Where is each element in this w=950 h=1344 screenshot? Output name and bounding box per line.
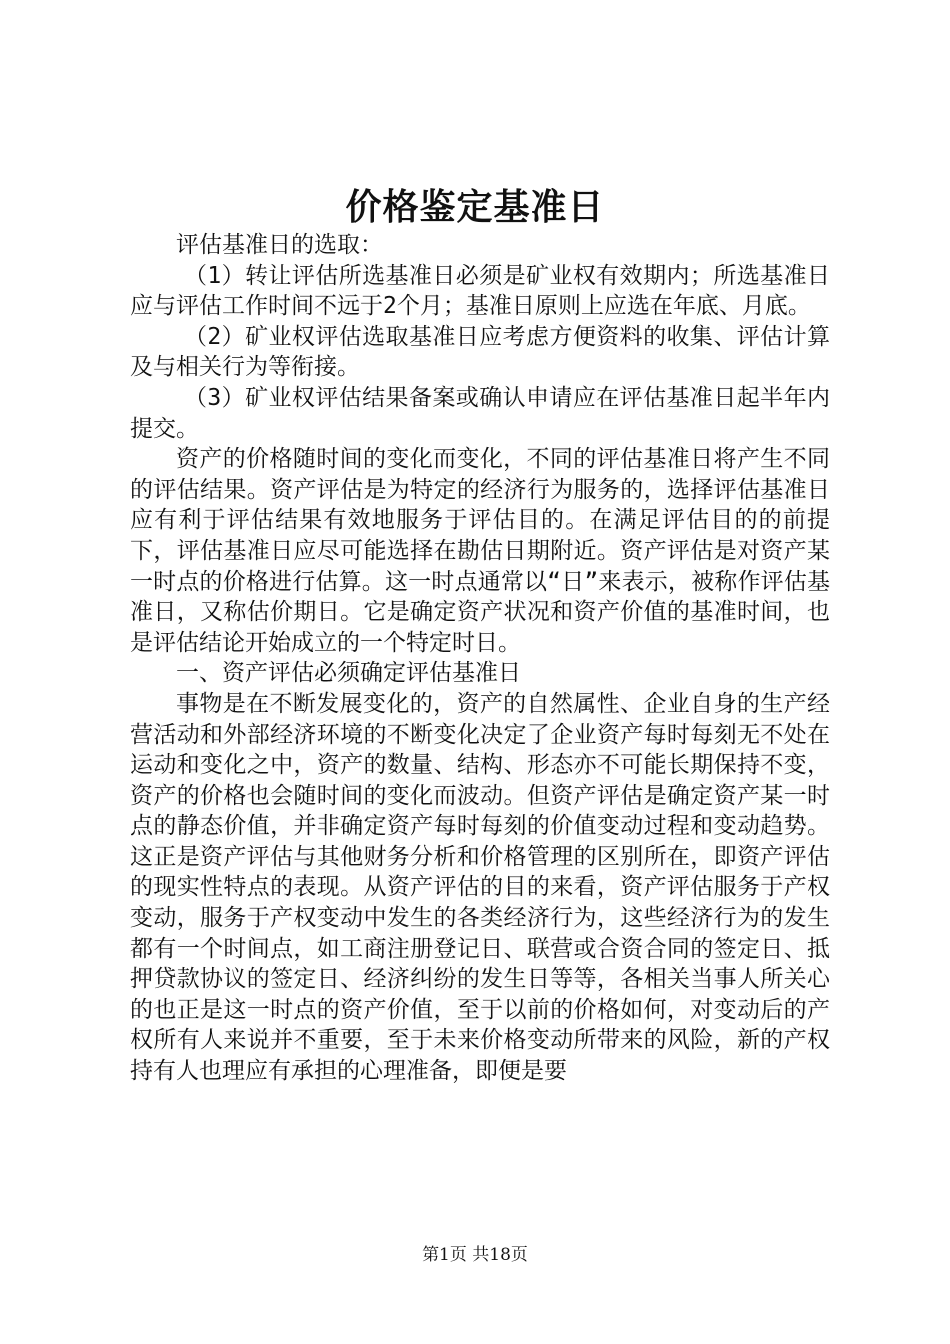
paragraph-body-1: 资产的价格随时间的变化而变化，不同的评估基准日将产生不同的评估结果。资产评估是为特定的经济行为服务的，选择评估基准日应有利于评估结果有效地服务于评估目的。在满足评估目的的前提下，评估基准日应尽可能选择在勘估日期附近。资产评估是对资产某一时点的价格进行估算。这一时点通常以“日”来表示，被称作评估基准日，又称估价期日。它是确定资产状况和资产价值的基准时间，也是评估结论开始成立的一个特定时日。 xyxy=(130,446,830,656)
paragraph-item-3: （3）矿业权评估结果备案或确认申请应在评估基准日起半年内提交。 xyxy=(130,384,830,442)
paragraph-item-1: （1）转让评估所选基准日必须是矿业权有效期内；所选基准日应与评估工作时间不远于2个月；基准日原则上应选在年底、月底。 xyxy=(130,262,830,320)
paragraph-heading-selection: 评估基准日的选取： xyxy=(176,232,383,258)
paragraph-item-2: （2）矿业权评估选取基准日应考虑方便资料的收集、评估计算及与相关行为等衔接。 xyxy=(130,323,830,381)
section-heading-1: 一、资产评估必须确定评估基准日 xyxy=(176,660,521,687)
document-title: 价格鉴定基准日 xyxy=(345,186,605,228)
document-body xyxy=(130,230,830,1087)
paragraph-body-2: 事物是在不断发展变化的，资产的自然属性、企业自身的生产经营活动和外部经济环境的不断变化决定了企业资产每时每刻无不处在运动和变化之中，资产的数量、结构、形态亦不可能长期保持不变，资产的价格也会随时间的变化而波动。但资产评估是确定资产某一时点的静态价值，并非确定资产每时每刻的价值变动过程和变动趋势。这正是资产评估与其他财务分析和价格管理的区别所在，即资产评估的现实性特点的表现。从资产评估的目的来看，资产评估服务于产权变动，服务于产权变动中发生的各类经济行为，这些经济行为的发生都有一个时间点，如工商注册登记日、联营或合资合同的签定日、抵押贷款协议的签定日、经济纠纷的发生日等等，各相关当事人所关心的也正是这一时点的资产价值，至于以前的价格如何，对变动后的产权所有人来说并不重要，至于未来价格变动所带来的风险，新的产权持有人也理应有承担的心理准备，即便是要 xyxy=(130,690,830,1085)
page-number-footer: 第1页 共18页 xyxy=(422,1245,528,1265)
